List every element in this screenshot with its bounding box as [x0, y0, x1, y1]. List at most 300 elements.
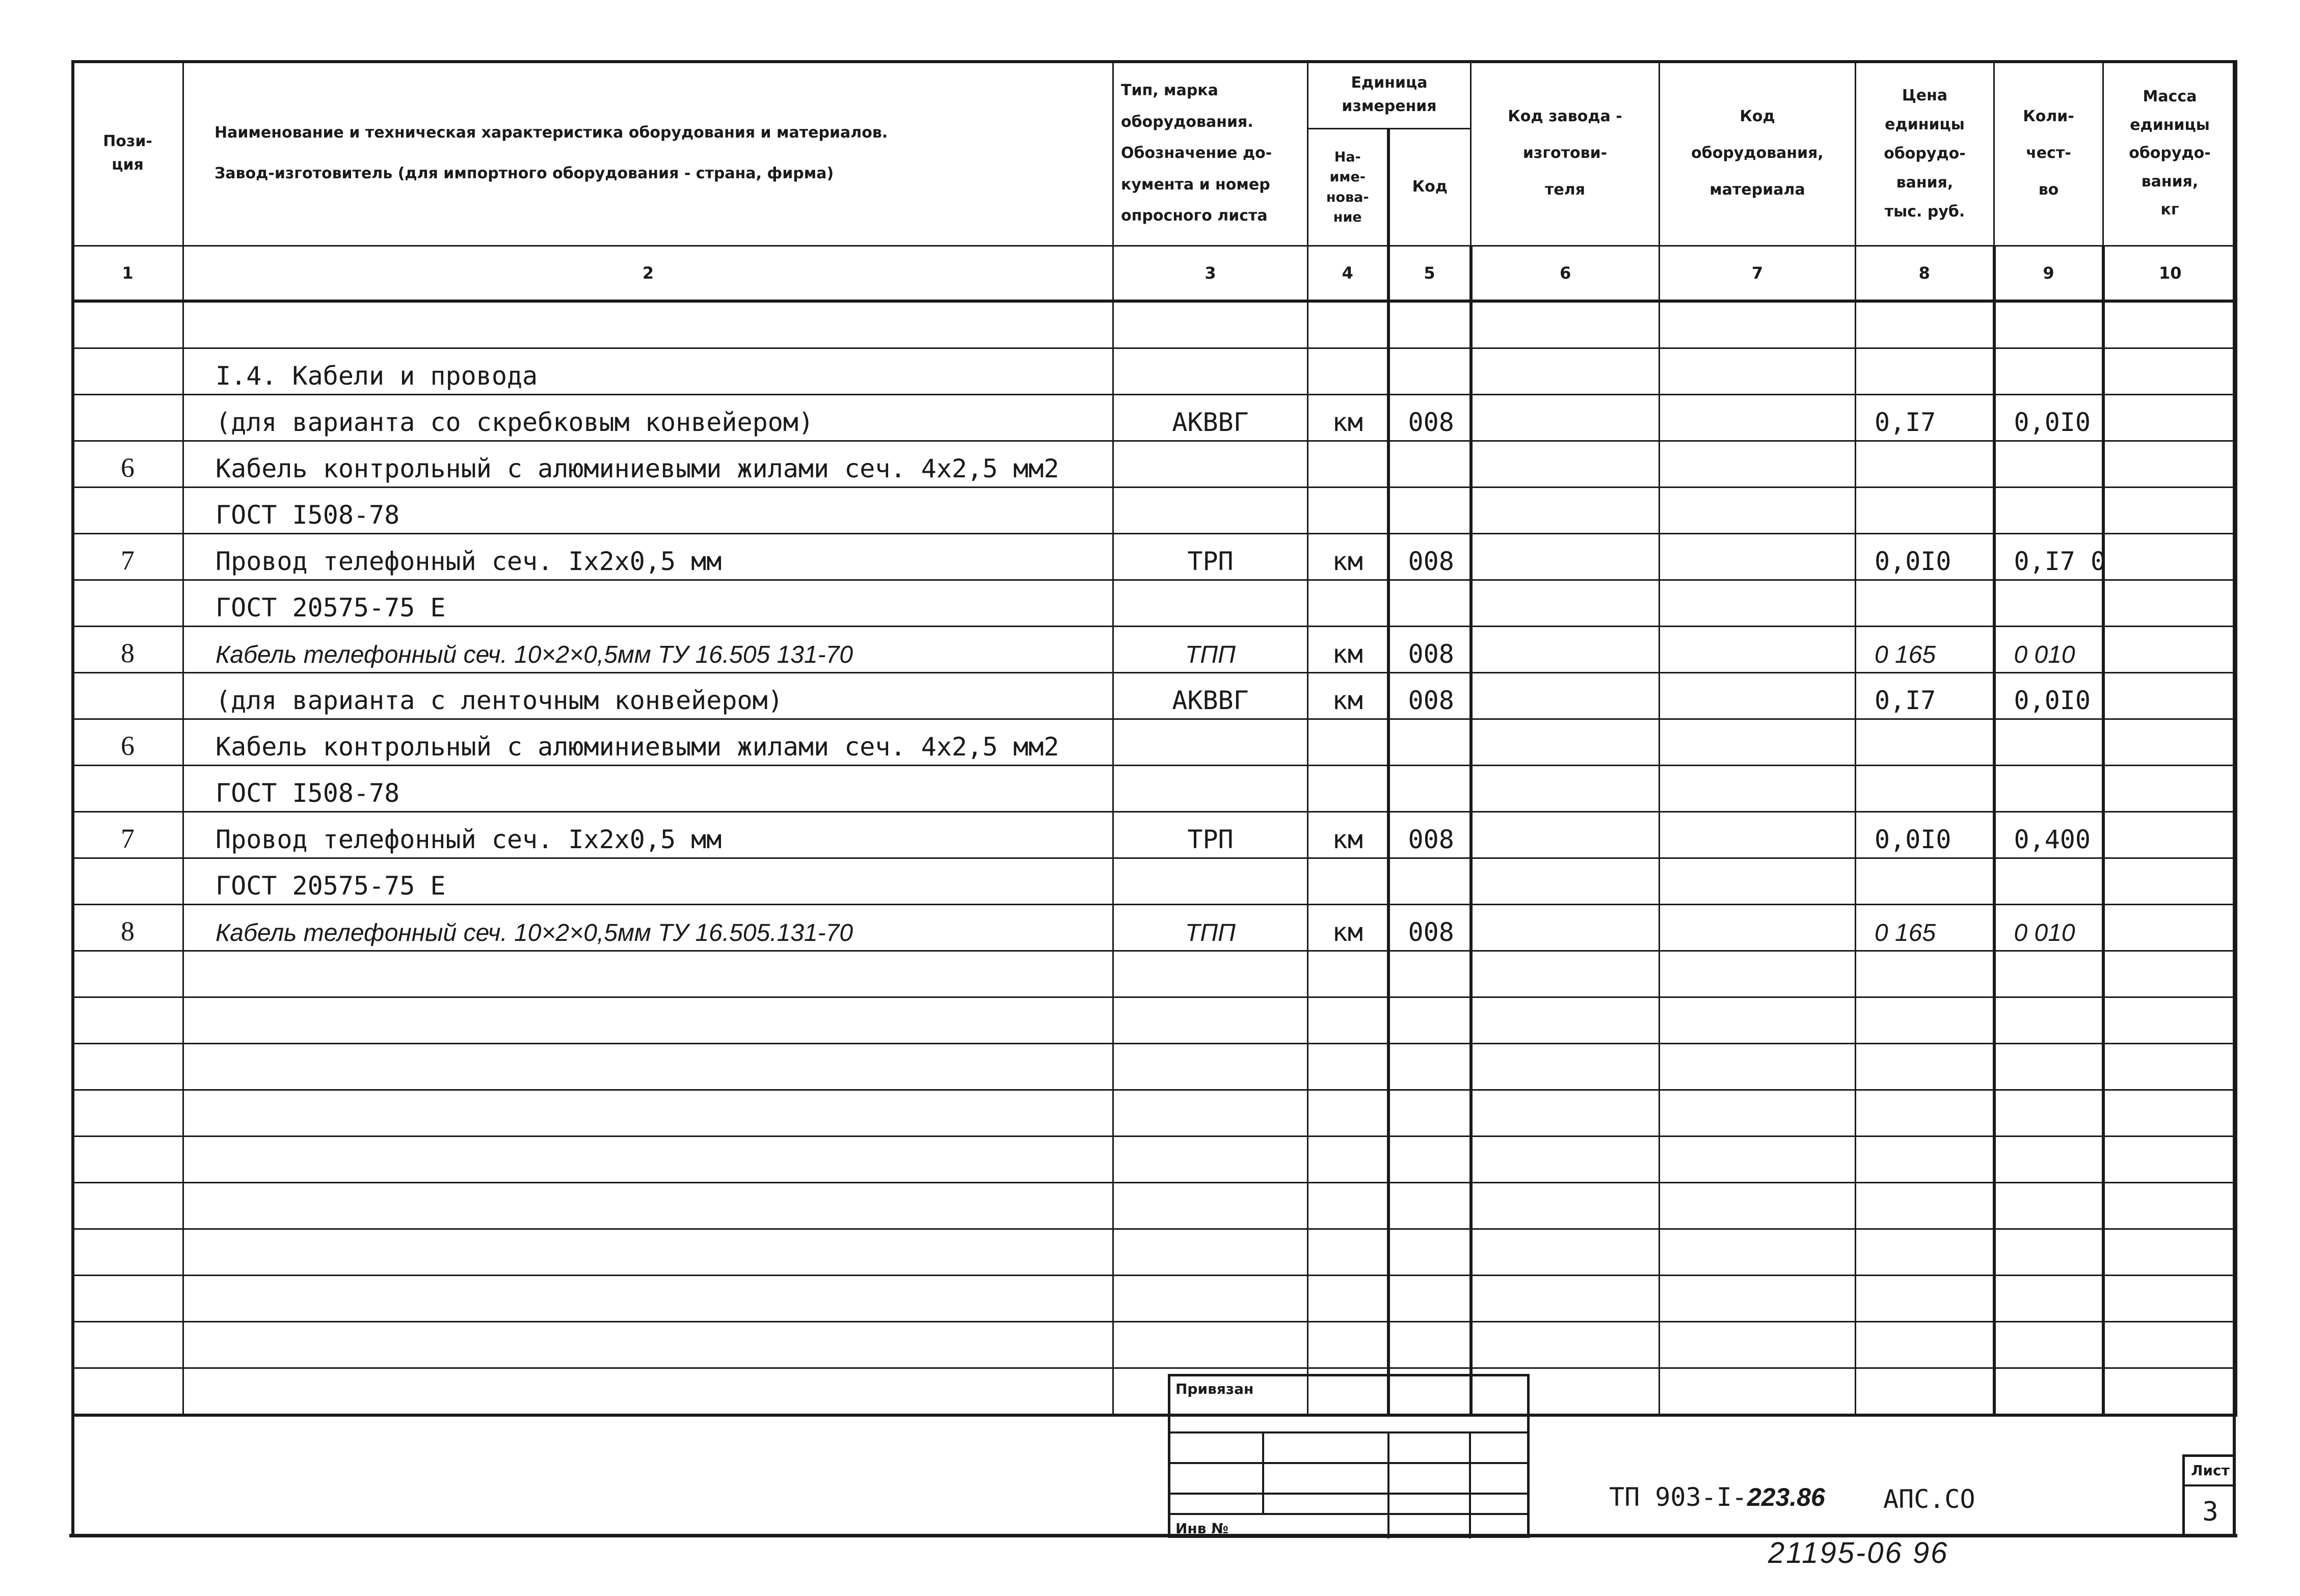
plant-code-cell	[1471, 488, 1660, 534]
price-cell	[1856, 580, 1994, 627]
sheet-number: 3	[2202, 1497, 2218, 1527]
unit-name-cell	[1308, 1322, 1388, 1368]
mass-cell	[2103, 627, 2237, 673]
position-cell: 7	[72, 534, 183, 580]
plant-code-cell	[1471, 301, 1660, 348]
title-block	[1168, 1374, 1530, 1538]
plant-code-cell	[1471, 348, 1660, 395]
column-number: 2	[183, 246, 1113, 302]
table-row	[72, 534, 2237, 580]
name-cell	[183, 1276, 1113, 1322]
table-row	[72, 580, 2237, 627]
column-number: 3	[1113, 246, 1308, 302]
position-cell: 6	[72, 719, 183, 766]
plant-code-cell	[1471, 1276, 1660, 1322]
plant-code-cell	[1471, 1044, 1660, 1090]
price-cell	[1856, 1137, 1994, 1183]
plant-code-cell	[1471, 812, 1660, 858]
header-name-line2: Завод-изготовитель (для импортного оборудования - страна, фирма)	[215, 165, 834, 182]
price-cell	[1856, 1044, 1994, 1090]
table-row	[72, 951, 2237, 997]
mass-cell	[2103, 1044, 2237, 1090]
mass-cell	[2103, 534, 2237, 580]
type-cell	[1113, 997, 1308, 1044]
name-cell: Кабель телефонный сеч. 10×2×0,5мм ТУ 16.505 131-70	[183, 627, 1113, 673]
position-cell	[72, 488, 183, 534]
unit-code-cell	[1388, 1137, 1471, 1183]
mass-cell	[2103, 301, 2237, 348]
type-cell: ТРП	[1113, 812, 1308, 858]
name-cell: ГОСТ 20575-75 Е	[183, 580, 1113, 627]
sheet-number-box	[2182, 1454, 2236, 1536]
price-cell	[1856, 301, 1994, 348]
unit-name-cell	[1308, 441, 1388, 488]
plant-code-cell	[1471, 534, 1660, 580]
unit-code-cell	[1388, 1229, 1471, 1276]
price-cell	[1856, 951, 1994, 997]
table-row	[72, 1229, 2237, 1276]
type-cell	[1113, 348, 1308, 395]
inventory-stamp: 21195-06 96	[1768, 1536, 1949, 1570]
table-row	[72, 905, 2237, 951]
column-number: 7	[1660, 246, 1856, 302]
header-unit-code-text: Код	[1412, 178, 1448, 196]
table-row	[72, 441, 2237, 488]
title-block-line	[1170, 1462, 1527, 1464]
mass-cell	[2103, 1368, 2237, 1416]
header-quantity	[1994, 61, 2103, 246]
price-cell	[1856, 1090, 1994, 1137]
unit-name-cell: км	[1308, 534, 1388, 580]
equipment-code-cell	[1660, 580, 1856, 627]
name-cell: Провод телефонный сеч. Iх2х0,5 мм	[183, 534, 1113, 580]
type-cell	[1113, 1322, 1308, 1368]
price-cell	[1856, 1183, 1994, 1229]
equipment-code-cell	[1660, 1183, 1856, 1229]
equipment-code-cell	[1660, 1137, 1856, 1183]
unit-name-cell: км	[1308, 812, 1388, 858]
unit-name-cell	[1308, 766, 1388, 812]
header-unit-code	[1388, 129, 1471, 246]
mass-cell	[2103, 997, 2237, 1044]
sheet-label: Лист	[2185, 1457, 2236, 1486]
equipment-code-cell	[1660, 673, 1856, 719]
position-cell	[72, 766, 183, 812]
name-cell	[183, 1044, 1113, 1090]
unit-code-cell	[1388, 719, 1471, 766]
type-cell: ТРП	[1113, 534, 1308, 580]
title-block-line	[1387, 1431, 1389, 1538]
plant-code-cell	[1471, 1322, 1660, 1368]
equipment-code-cell	[1660, 905, 1856, 951]
unit-code-cell: 008	[1388, 673, 1471, 719]
price-cell	[1856, 1276, 1994, 1322]
mass-cell	[2103, 1183, 2237, 1229]
table-row	[72, 766, 2237, 812]
quantity-cell: 0,I7 0	[1994, 534, 2103, 580]
unit-code-cell	[1388, 1276, 1471, 1322]
header-plant-code	[1471, 61, 1660, 246]
name-cell: (для варианта со скребковым конвейером)	[183, 395, 1113, 441]
unit-code-cell	[1388, 997, 1471, 1044]
position-cell	[72, 1276, 183, 1322]
unit-name-cell	[1308, 1044, 1388, 1090]
type-cell	[1113, 766, 1308, 812]
quantity-cell	[1994, 301, 2103, 348]
type-cell: АКВВГ	[1113, 673, 1308, 719]
header-position-text: Пози- ция	[103, 132, 152, 174]
quantity-cell	[1994, 1229, 2103, 1276]
quantity-cell	[1994, 348, 2103, 395]
unit-name-cell: км	[1308, 673, 1388, 719]
unit-code-cell	[1388, 1044, 1471, 1090]
column-number: 4	[1308, 246, 1388, 302]
unit-name-cell	[1308, 348, 1388, 395]
type-cell	[1113, 580, 1308, 627]
column-number: 8	[1856, 246, 1994, 302]
equipment-code-cell	[1660, 858, 1856, 905]
table-row	[72, 1044, 2237, 1090]
price-cell: 0,I7	[1856, 395, 1994, 441]
equipment-code-cell	[1660, 1276, 1856, 1322]
table-row	[72, 1322, 2237, 1368]
plant-code-cell	[1471, 951, 1660, 997]
quantity-cell: 0 010	[1994, 627, 2103, 673]
price-cell	[1856, 858, 1994, 905]
table-row	[72, 812, 2237, 858]
header-unit-name-text: На- име- нова- ние	[1326, 149, 1369, 225]
unit-code-cell: 008	[1388, 395, 1471, 441]
unit-code-cell	[1388, 301, 1471, 348]
unit-name-cell: км	[1308, 627, 1388, 673]
unit-name-cell	[1308, 1276, 1388, 1322]
position-cell	[72, 1090, 183, 1137]
quantity-cell	[1994, 1276, 2103, 1322]
mass-cell	[2103, 395, 2237, 441]
mass-cell	[2103, 719, 2237, 766]
name-cell	[183, 951, 1113, 997]
unit-code-cell	[1388, 951, 1471, 997]
equipment-code-cell	[1660, 1368, 1856, 1416]
plant-code-cell	[1471, 766, 1660, 812]
unit-name-cell	[1308, 719, 1388, 766]
unit-name-cell	[1308, 488, 1388, 534]
table-row	[72, 997, 2237, 1044]
equipment-code-cell	[1660, 1044, 1856, 1090]
quantity-cell	[1994, 766, 2103, 812]
column-number: 5	[1388, 246, 1471, 302]
header-name	[183, 61, 1113, 246]
position-cell	[72, 580, 183, 627]
price-cell	[1856, 1229, 1994, 1276]
quantity-cell	[1994, 1090, 2103, 1137]
document-code	[1609, 1482, 1825, 1512]
header-unit-group-text: Единица измерения	[1342, 73, 1437, 115]
position-cell: 8	[72, 905, 183, 951]
header-type-text: Тип, марка оборудования. Обозначение до- кумента и номер опросного листа	[1121, 82, 1272, 225]
position-cell	[72, 673, 183, 719]
type-cell	[1113, 858, 1308, 905]
equipment-code-cell	[1660, 395, 1856, 441]
header-equipment-code-text: Код оборудования, материала	[1691, 107, 1824, 199]
position-cell	[72, 348, 183, 395]
name-cell: ГОСТ 20575-75 Е	[183, 858, 1113, 905]
plant-code-cell	[1471, 673, 1660, 719]
quantity-cell	[1994, 1368, 2103, 1416]
name-cell	[183, 301, 1113, 348]
table-row	[72, 301, 2237, 348]
title-block-line	[1170, 1431, 1527, 1433]
unit-code-cell: 008	[1388, 534, 1471, 580]
equipment-code-cell	[1660, 951, 1856, 997]
plant-code-cell	[1471, 905, 1660, 951]
table-row	[72, 1276, 2237, 1322]
unit-name-cell	[1308, 1183, 1388, 1229]
quantity-cell	[1994, 580, 2103, 627]
price-cell: 0,I7	[1856, 673, 1994, 719]
price-cell	[1856, 441, 1994, 488]
mass-cell	[2103, 858, 2237, 905]
header-unit-name	[1308, 129, 1388, 246]
column-number: 1	[72, 246, 183, 302]
position-cell	[72, 1137, 183, 1183]
header-name-line1: Наименование и техническая характеристика оборудования и материалов.	[215, 123, 888, 142]
unit-code-cell	[1388, 488, 1471, 534]
unit-code-cell	[1388, 441, 1471, 488]
mass-cell	[2103, 766, 2237, 812]
position-cell	[72, 858, 183, 905]
unit-name-cell	[1308, 997, 1388, 1044]
position-cell	[72, 1322, 183, 1368]
position-cell	[72, 1229, 183, 1276]
type-cell	[1113, 1044, 1308, 1090]
linked-label: Привязан	[1175, 1381, 1254, 1397]
title-block-line	[1170, 1513, 1527, 1515]
type-cell	[1113, 1137, 1308, 1183]
unit-code-cell: 008	[1388, 905, 1471, 951]
type-cell	[1113, 1090, 1308, 1137]
name-cell	[183, 997, 1113, 1044]
header-position	[72, 61, 183, 246]
unit-code-cell: 008	[1388, 812, 1471, 858]
table-row	[72, 858, 2237, 905]
price-cell	[1856, 1322, 1994, 1368]
type-cell: ТПП	[1113, 905, 1308, 951]
price-cell: 0,0I0	[1856, 534, 1994, 580]
name-cell: ГОСТ I508-78	[183, 488, 1113, 534]
position-cell: 7	[72, 812, 183, 858]
unit-name-cell: км	[1308, 395, 1388, 441]
quantity-cell	[1994, 488, 2103, 534]
price-cell	[1856, 1368, 1994, 1416]
name-cell	[183, 1229, 1113, 1276]
plant-code-cell	[1471, 441, 1660, 488]
plant-code-cell	[1471, 1090, 1660, 1137]
price-cell: 0 165	[1856, 627, 1994, 673]
column-number: 6	[1471, 246, 1660, 302]
inventory-label: Инв №	[1175, 1520, 1228, 1537]
type-cell	[1113, 441, 1308, 488]
mass-cell	[2103, 1322, 2237, 1368]
position-cell: 8	[72, 627, 183, 673]
price-cell	[1856, 766, 1994, 812]
plant-code-cell	[1471, 1137, 1660, 1183]
name-cell	[183, 1137, 1113, 1183]
quantity-cell: 0,0I0	[1994, 673, 2103, 719]
column-number-row	[72, 246, 2237, 302]
mass-cell	[2103, 441, 2237, 488]
plant-code-cell	[1471, 1229, 1660, 1276]
position-cell	[72, 1183, 183, 1229]
name-cell	[183, 1183, 1113, 1229]
type-cell	[1113, 1183, 1308, 1229]
name-cell	[183, 1090, 1113, 1137]
document-code-prefix: ТП 903-I-	[1609, 1482, 1747, 1512]
table-row	[72, 719, 2237, 766]
title-block-line	[1170, 1493, 1527, 1495]
equipment-code-cell	[1660, 534, 1856, 580]
quantity-cell	[1994, 1183, 2103, 1229]
name-cell: Кабель телефонный сеч. 10×2×0,5мм ТУ 16.505.131-70	[183, 905, 1113, 951]
unit-code-cell	[1388, 766, 1471, 812]
quantity-cell	[1994, 1137, 2103, 1183]
price-cell: 0,0I0	[1856, 812, 1994, 858]
document-mark: АПС.СО	[1883, 1484, 1975, 1514]
position-cell	[72, 301, 183, 348]
equipment-code-cell	[1660, 719, 1856, 766]
plant-code-cell	[1471, 395, 1660, 441]
unit-name-cell	[1308, 1090, 1388, 1137]
unit-name-cell	[1308, 301, 1388, 348]
mass-cell	[2103, 1090, 2237, 1137]
mass-cell	[2103, 812, 2237, 858]
table-row	[72, 673, 2237, 719]
type-cell: ТПП	[1113, 627, 1308, 673]
header-unit-price	[1856, 61, 1994, 246]
quantity-cell	[1994, 719, 2103, 766]
unit-name-cell: км	[1308, 905, 1388, 951]
mass-cell	[2103, 905, 2237, 951]
mass-cell	[2103, 488, 2237, 534]
specification-table	[71, 60, 2237, 1417]
plant-code-cell	[1471, 1183, 1660, 1229]
price-cell	[1856, 348, 1994, 395]
name-cell: Провод телефонный сеч. Iх2х0,5 мм	[183, 812, 1113, 858]
name-cell: I.4. Кабели и провода	[183, 348, 1113, 395]
mass-cell	[2103, 348, 2237, 395]
table-row	[72, 395, 2237, 441]
type-cell	[1113, 1276, 1308, 1322]
column-number: 10	[2103, 246, 2237, 302]
unit-name-cell	[1308, 580, 1388, 627]
equipment-code-cell	[1660, 301, 1856, 348]
header-unit-mass	[2103, 61, 2237, 246]
plant-code-cell	[1471, 580, 1660, 627]
header-quantity-text: Коли- чест- во	[2023, 107, 2074, 199]
unit-code-cell	[1388, 1322, 1471, 1368]
plant-code-cell	[1471, 719, 1660, 766]
type-cell	[1113, 1229, 1308, 1276]
mass-cell	[2103, 951, 2237, 997]
quantity-cell: 0,0I0	[1994, 395, 2103, 441]
mass-cell	[2103, 1137, 2237, 1183]
quantity-cell	[1994, 441, 2103, 488]
unit-name-cell	[1308, 1229, 1388, 1276]
equipment-code-cell	[1660, 441, 1856, 488]
header-unit-mass-text: Масса единицы оборудо- вания, кг	[2129, 88, 2211, 219]
type-cell	[1113, 719, 1308, 766]
table-row	[72, 1368, 2237, 1416]
equipment-code-cell	[1660, 1090, 1856, 1137]
unit-name-cell	[1308, 858, 1388, 905]
header-unit-group	[1308, 61, 1471, 129]
mass-cell	[2103, 580, 2237, 627]
position-cell	[72, 1368, 183, 1416]
unit-code-cell	[1388, 858, 1471, 905]
quantity-cell	[1994, 997, 2103, 1044]
unit-code-cell	[1388, 348, 1471, 395]
table-row	[72, 627, 2237, 673]
position-cell	[72, 997, 183, 1044]
type-cell	[1113, 488, 1308, 534]
position-cell	[72, 951, 183, 997]
unit-code-cell	[1388, 580, 1471, 627]
name-cell: ГОСТ I508-78	[183, 766, 1113, 812]
name-cell	[183, 1368, 1113, 1416]
quantity-cell: 0 010	[1994, 905, 2103, 951]
title-block-line	[1262, 1431, 1264, 1513]
type-cell	[1113, 301, 1308, 348]
header-unit-price-text: Цена единицы оборудо- вания, тыс. руб.	[1884, 86, 1966, 221]
equipment-code-cell	[1660, 997, 1856, 1044]
mass-cell	[2103, 673, 2237, 719]
quantity-cell	[1994, 1044, 2103, 1090]
title-block-line	[1469, 1431, 1471, 1538]
quantity-cell	[1994, 858, 2103, 905]
header-equipment-code	[1660, 61, 1856, 246]
plant-code-cell	[1471, 997, 1660, 1044]
equipment-code-cell	[1660, 488, 1856, 534]
unit-code-cell	[1388, 1090, 1471, 1137]
unit-name-cell	[1308, 951, 1388, 997]
mass-cell	[2103, 1229, 2237, 1276]
name-cell: (для варианта с ленточным конвейером)	[183, 673, 1113, 719]
price-cell: 0 165	[1856, 905, 1994, 951]
plant-code-cell	[1471, 627, 1660, 673]
quantity-cell: 0,400	[1994, 812, 2103, 858]
unit-code-cell	[1388, 1183, 1471, 1229]
quantity-cell	[1994, 951, 2103, 997]
quantity-cell	[1994, 1322, 2103, 1368]
position-cell: 6	[72, 441, 183, 488]
header-plant-code-text: Код завода - изготови- теля	[1508, 107, 1622, 199]
table-row	[72, 488, 2237, 534]
position-cell	[72, 1044, 183, 1090]
price-cell	[1856, 997, 1994, 1044]
name-cell	[183, 1322, 1113, 1368]
header-type	[1113, 61, 1308, 246]
name-cell: Кабель контрольный с алюминиевыми жилами сеч. 4х2,5 мм2	[183, 441, 1113, 488]
price-cell	[1856, 719, 1994, 766]
equipment-code-cell	[1660, 348, 1856, 395]
document-code-number: 223.86	[1747, 1483, 1825, 1511]
table-row	[72, 1137, 2237, 1183]
equipment-code-cell	[1660, 1229, 1856, 1276]
table-row	[72, 1183, 2237, 1229]
mass-cell	[2103, 1276, 2237, 1322]
table-row	[72, 1090, 2237, 1137]
table-row	[72, 348, 2237, 395]
